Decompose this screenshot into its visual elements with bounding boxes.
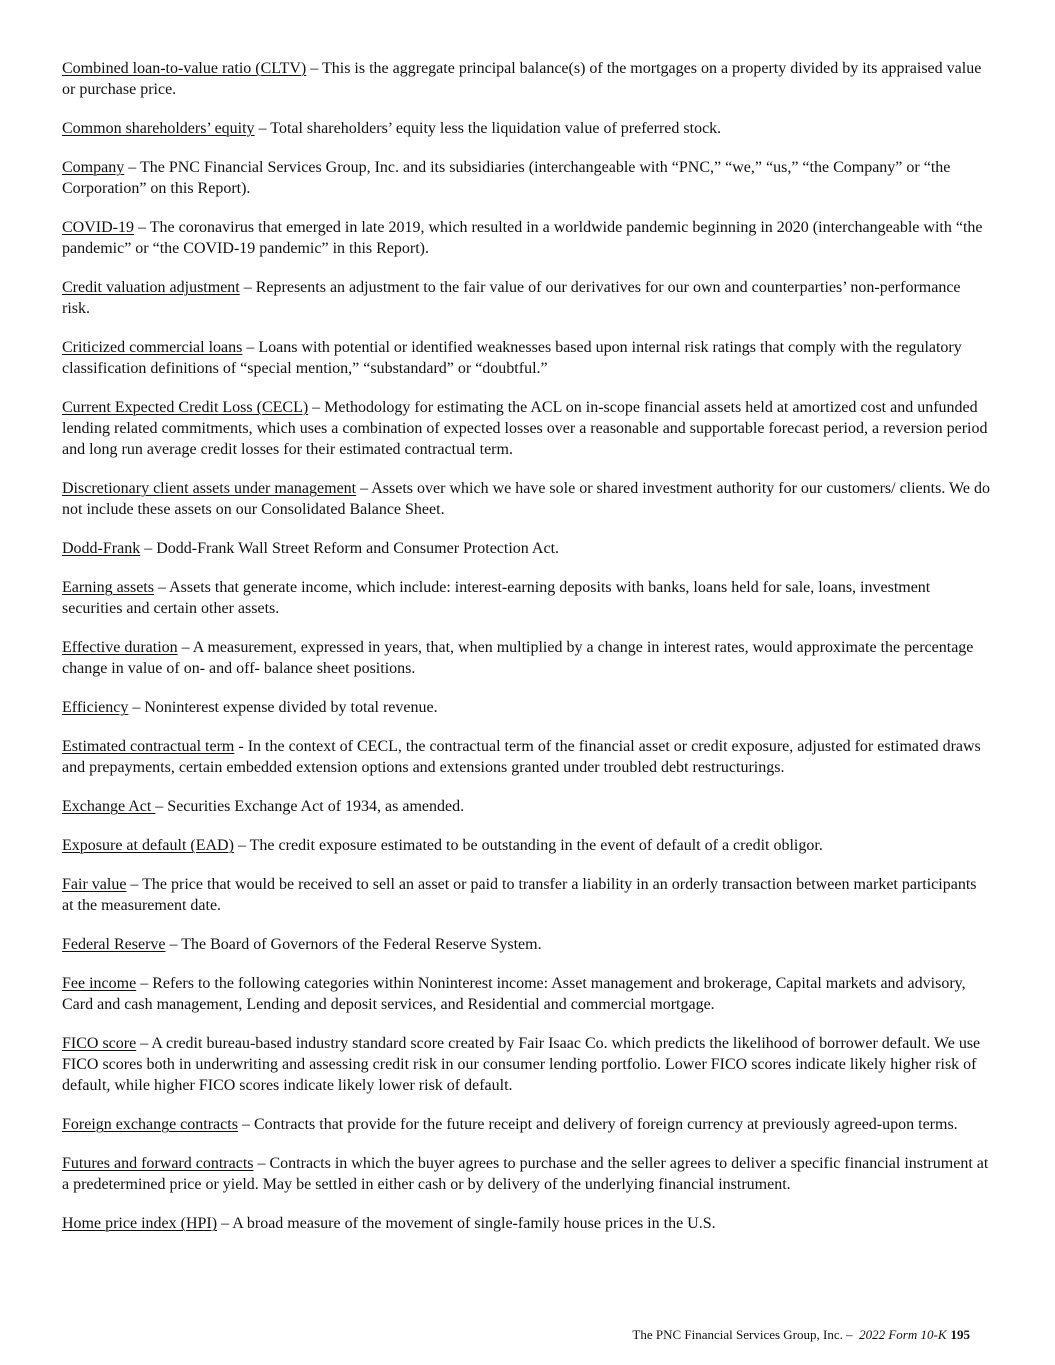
glossary-entry (62, 538, 992, 559)
glossary-entry (62, 1114, 992, 1135)
glossary-term: Exposure at default (EAD) (62, 837, 234, 854)
glossary-term: Effective duration (62, 639, 178, 656)
glossary-entry (62, 1033, 992, 1096)
glossary-definition: The coronavirus that emerged in late 2019, which resulted in a worldwide pandemic beginning in 2020 (interchangeable with “the pandemic” or “the COVID-19 pandemic” in this Report). (62, 219, 983, 257)
glossary-term: Current Expected Credit Loss (CECL) (62, 399, 309, 416)
glossary-separator: – (306, 60, 322, 77)
glossary-entry (62, 397, 992, 460)
glossary-definition: The credit exposure estimated to be outstanding in the event of default of a credit obligor. (249, 837, 823, 854)
glossary-entry (62, 796, 992, 817)
glossary-term: Efficiency (62, 699, 129, 716)
glossary-separator: – (124, 159, 140, 176)
glossary-separator: – (254, 120, 271, 137)
glossary-term: Federal Reserve (62, 936, 166, 953)
glossary-term: Fee income (62, 975, 137, 992)
glossary-separator: – (177, 639, 193, 656)
glossary-separator: – (237, 1116, 254, 1133)
glossary-separator: – (136, 1035, 152, 1052)
glossary-separator: – (356, 480, 372, 497)
footer-company: The PNC Financial Services Group, Inc. – (632, 1327, 853, 1342)
glossary-separator: – (126, 876, 143, 893)
glossary-entry (62, 118, 992, 139)
glossary-entry (62, 1153, 992, 1195)
glossary-term: COVID-19 (62, 219, 134, 236)
glossary-separator: – (253, 1155, 270, 1172)
glossary-definition: The Board of Governors of the Federal Reserve System. (181, 936, 542, 953)
glossary-term: Fair value (62, 876, 127, 893)
glossary-definition: A measurement, expressed in years, that, when multiplied by a change in interest rates, would approximate the percentage change in value of on- and off- balance sheet positions. (62, 639, 974, 677)
glossary-definition: Total shareholders’ equity less the liquidation value of preferred stock. (270, 120, 722, 137)
glossary-separator: – (128, 699, 145, 716)
glossary-entry (62, 478, 992, 520)
glossary-term: Company (62, 159, 125, 176)
glossary-separator: – (165, 936, 182, 953)
glossary-term: Home price index (HPI) (62, 1215, 218, 1232)
glossary-definition: Contracts that provide for the future receipt and delivery of foreign currency at previously agreed-upon terms. (253, 1116, 958, 1133)
glossary-definition: A broad measure of the movement of single-family house prices in the U.S. (232, 1215, 716, 1232)
glossary-definition: Refers to the following categories within Noninterest income: Asset management and brokerage, Capital markets and advisory, Card and cash management, Lending and deposit services, and Residential and commercial mortgage. (62, 975, 966, 1013)
glossary-entry (62, 217, 992, 259)
glossary-definition: Methodology for estimating the ACL on in-scope financial assets held at amortized cost and unfunded lending related commitments, which uses a combination of expected losses over a reasonable and supportable forecast period, a reversion period and long run average credit losses for their estimated contractual term. (62, 399, 988, 458)
glossary-definition: In the context of CECL, the contractual term of the financial asset or credit exposure, adjusted for estimated draws and prepayments, certain embedded extension options and extensions granted under troubled debt restructurings. (62, 738, 981, 776)
glossary-entry (62, 58, 992, 100)
page-number: 195 (950, 1327, 970, 1342)
glossary-separator: – (134, 219, 150, 236)
glossary-entry (62, 277, 992, 319)
glossary-term: FICO score (62, 1035, 137, 1052)
glossary-entry (62, 973, 992, 1015)
footer-form: 2022 Form 10-K (859, 1327, 947, 1342)
glossary-entry (62, 1213, 992, 1234)
glossary-entry (62, 577, 992, 619)
glossary-separator: – (153, 579, 170, 596)
glossary-definition: The price that would be received to sell an asset or paid to transfer a liability in an orderly transaction between market participants at the measurement date. (62, 876, 977, 914)
glossary-separator: – (140, 540, 157, 557)
glossary-definition: Dodd-Frank Wall Street Reform and Consumer Protection Act. (156, 540, 560, 557)
glossary-definition: Represents an adjustment to the fair value of our derivatives for our own and counterparties’ non-performance risk. (62, 279, 961, 317)
glossary-definition: Assets over which we have sole or shared investment authority for our customers/ clients. We do not include these assets on our Consolidated Balance Sheet. (62, 480, 990, 518)
glossary-entry (62, 157, 992, 199)
page-footer (632, 1327, 970, 1343)
glossary-definition: Contracts in which the buyer agrees to purchase and the seller agrees to deliver a specific financial instrument at a predetermined price or yield. May be settled in either cash or by delivery of the underlying financial instrument. (62, 1155, 989, 1193)
glossary-page (62, 58, 992, 1252)
glossary-definition: Noninterest expense divided by total revenue. (144, 699, 438, 716)
glossary-separator: – (239, 279, 256, 296)
glossary-term: Earning assets (62, 579, 154, 596)
glossary-term: Estimated contractual term (62, 738, 235, 755)
glossary-definition: This is the aggregate principal balance(s) of the mortgages on a property divided by its appraised value or purchase price. (62, 60, 982, 98)
glossary-separator: – (217, 1215, 233, 1232)
glossary-entry (62, 697, 992, 718)
glossary-term: Exchange Act (62, 798, 156, 815)
glossary-term: Discretionary client assets under management (62, 480, 357, 497)
glossary-separator: - (234, 738, 248, 755)
glossary-entry (62, 736, 992, 778)
glossary-definition: Securities Exchange Act of 1934, as amended. (167, 798, 465, 815)
glossary-entry (62, 934, 992, 955)
glossary-term: Futures and forward contracts (62, 1155, 254, 1172)
glossary-definition: Loans with potential or identified weaknesses based upon internal risk ratings that comply with the regulatory classification definitions of “special mention,” “substandard” or “doubtful.” (62, 339, 962, 377)
glossary-definition: Assets that generate income, which include: interest-earning deposits with banks, loans held for sale, loans, investment securities and certain other assets. (62, 579, 931, 617)
glossary-term: Criticized commercial loans (62, 339, 243, 356)
glossary-term: Combined loan-to-value ratio (CLTV) (62, 60, 307, 77)
glossary-term: Dodd-Frank (62, 540, 141, 557)
glossary-term: Credit valuation adjustment (62, 279, 240, 296)
glossary-entry (62, 637, 992, 679)
glossary-definition: The PNC Financial Services Group, Inc. and its subsidiaries (interchangeable with “PNC,” “we,” “us,” “the Company” or “the Corporation” on this Report). (62, 159, 951, 197)
glossary-separator: – (233, 837, 250, 854)
glossary-separator: – (136, 975, 153, 992)
glossary-entry (62, 337, 992, 379)
glossary-definition: A credit bureau-based industry standard score created by Fair Isaac Co. which predicts the likelihood of borrower default. We use FICO scores both in underwriting and assessing credit risk in our consumer lending portfolio. Lower FICO scores indicate likely higher risk of default, while higher FICO scores indicate likely lower risk of default. (62, 1035, 981, 1094)
glossary-term: Foreign exchange contracts (62, 1116, 238, 1133)
glossary-separator: – (308, 399, 325, 416)
glossary-separator: – (242, 339, 259, 356)
glossary-term: Common shareholders’ equity (62, 120, 255, 137)
glossary-separator: – (155, 798, 168, 815)
glossary-entry (62, 874, 992, 916)
glossary-entry (62, 835, 992, 856)
